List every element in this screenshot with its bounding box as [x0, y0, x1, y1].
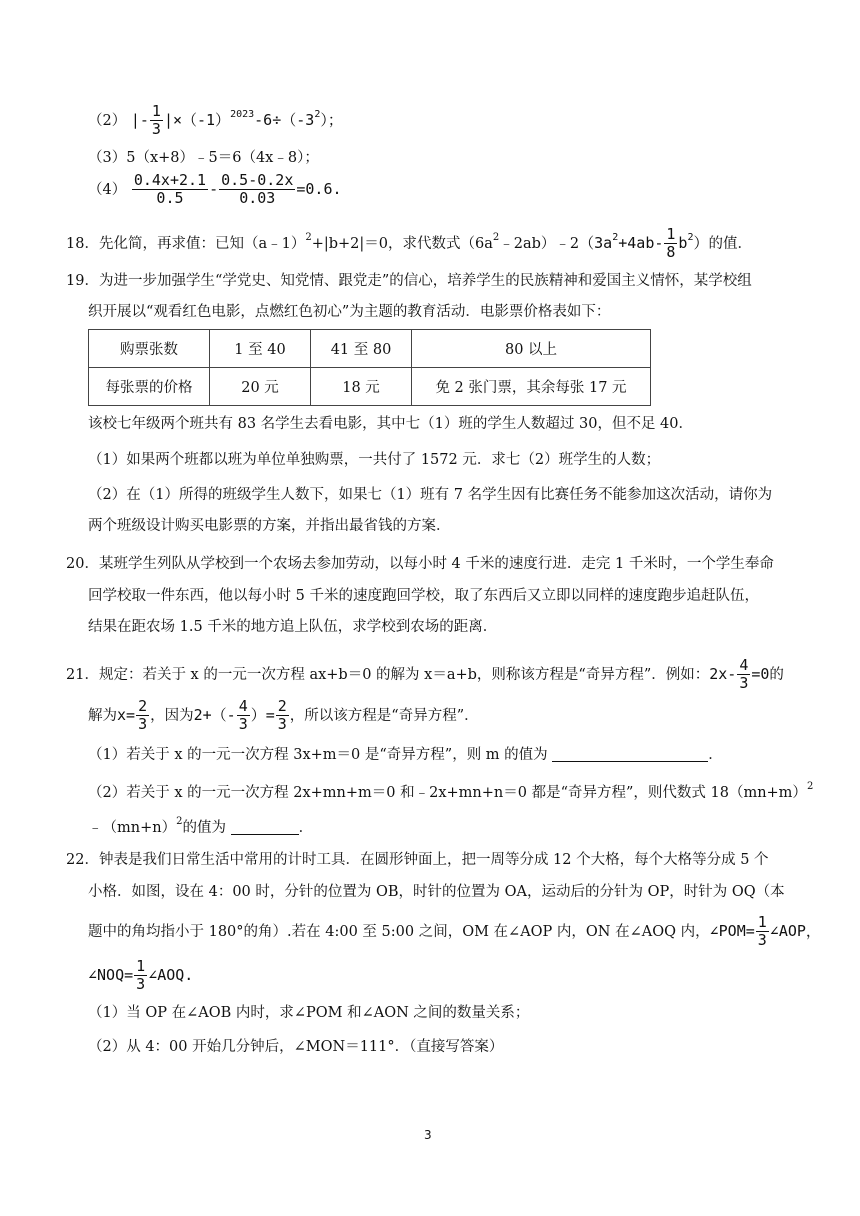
table-cell: 免 2 张门票，其余每张 17 元 [412, 368, 651, 406]
question-22-line-1: 22．钟表是我们日常生活中常用的计时工具．在圆形钟面上，把一周等分成 12 个大格，每个大格等分成 5 个 [66, 852, 769, 868]
table-cell: 41 至 80 [311, 330, 412, 368]
question-21-part2-a: （2）若关于 x 的一元一次方程 2x+mn+m＝0 和﹣2x+mn+n＝0 都是“奇异方程”，则代数式 $18(mn+m)^2$ [88, 781, 814, 801]
question-18: 18．先化简，再求值：已知（a﹣1）$^2$+|b+2|＝0，求代数式$(6a^2﹣2ab)﹣2(3a^2+4ab-$ $\frac{1}{8}$ $b^2$）的值． [66, 225, 752, 261]
question-21-part2-b: $﹣(mn+n)^2$的值为 ． [88, 816, 314, 836]
q17-part3: （3）5（x+8）﹣5＝6（4x﹣8）； [88, 150, 319, 166]
question-19-part1: （1）如果两个班都以班为单位单独购票，一共付了 1572 元．求七（2）班学生的人数； [88, 452, 661, 468]
question-19-intro-1: 19．为进一步加强学生“学党史、知党情、跟党走”的信心，培养学生的民族精神和爱国主义情怀，某学校组 [66, 273, 752, 289]
fraction: $\frac{1}{3}$ [151, 102, 161, 138]
table-cell: 1 至 40 [210, 330, 311, 368]
ticket-price-table [88, 329, 651, 406]
table-row [89, 368, 651, 406]
question-21-line-2: 解为x= $\frac{2}{3}$ ，因为2+（- $\frac{4}{3}$ ）= $\frac{2}{3}$ ，所以该方程是“奇异方程”． [88, 697, 479, 733]
question-19-intro-2: 织开展以“观看红色电影，点燃红色初心”为主题的教育活动．电影票价格表如下： [88, 304, 611, 320]
q17-part4: （4） $\frac{0.4x+2.1}{0.5}$ - $\frac{0.5-0.2x}{0.03}$ =0.6. [88, 171, 342, 207]
table-cell: 80 以上 [412, 330, 651, 368]
question-20-line-1: 20．某班学生列队从学校到一个农场去参加劳动，以每小时 4 千米的速度行进．走完 1 千米时，一个学生奉命 [66, 556, 774, 572]
table-row [89, 330, 651, 368]
question-22-part1: （1）当 OP 在∠AOB 内时，求∠POM 和∠AON 之间的数量关系； [88, 1005, 530, 1021]
fraction: $\frac{4}{3}$ [238, 697, 248, 733]
fraction: $\frac{0.5-0.2x}{0.03}$ [221, 171, 294, 207]
question-20-line-2: 回学校取一件东西，他以每小时 5 千米的速度跑回学校，取了东西后又立即以同样的速度跑步追赶队伍， [88, 588, 759, 604]
question-21-part1: （1）若关于 x 的一元一次方程 3x+m＝0 是“奇异方程”，则 m 的值为 ． [88, 747, 723, 763]
question-22-line-3: 题中的角均指小于 180°的角）.若在 4:00 至 5:00 之间，OM 在∠AOP 内，ON 在∠AOQ 内，∠POM= $\frac{1}{3}$ ∠AOP， [88, 913, 821, 949]
fraction: $\frac{4}{3}$ [739, 656, 749, 692]
question-19-part2-a: （2）在（1）所得的班级学生人数下，如果七（1）班有 7 名学生因有比赛任务不能参加这次活动，请你为 [88, 487, 773, 503]
question-22-line-4: ∠NOQ= $\frac{1}{3}$ ∠AOQ. [88, 957, 194, 993]
question-22-part2: （2）从 4：00 开始几分钟后，∠MON＝111°．（直接写答案） [88, 1039, 504, 1055]
question-20-line-3: 结果在距农场 1.5 千米的地方追上队伍，求学校到农场的距离． [88, 619, 498, 635]
fraction: $\frac{0.4x+2.1}{0.5}$ [133, 171, 207, 207]
question-19-part2-b: 两个班级设计购买电影票的方案，并指出最省钱的方案． [88, 518, 451, 534]
fraction: $\frac{1}{3}$ [757, 913, 767, 949]
question-22-line-2: 小格．如图，设在 4：00 时，分针的位置为 OB，时针的位置为 OA，运动后的分针为 OP，时针为 OQ（本 [88, 884, 785, 900]
table-cell: 20 元 [210, 368, 311, 406]
answer-blank[interactable] [231, 820, 299, 835]
page-number: 3 [424, 1128, 432, 1142]
table-cell: 购票张数 [89, 330, 210, 368]
fraction: $\frac{2}{3}$ [138, 697, 148, 733]
fraction: $\frac{1}{3}$ [136, 957, 146, 993]
answer-blank[interactable] [552, 747, 708, 762]
fraction: $\frac{2}{3}$ [277, 697, 287, 733]
question-19-condition: 该校七年级两个班共有 83 名学生去看电影，其中七（1）班的学生人数超过 30，但不足 40． [88, 416, 694, 432]
table-cell: 18 元 [311, 368, 412, 406]
q17-part2: （2） |- $\frac{1}{3}$ $|\times(-1)^{2023}-6\div(-3^2)$； [88, 102, 343, 138]
question-21-line-1: 21．规定：若关于 x 的一元一次方程 ax+b＝0 的解为 x＝a+b，则称该方程是“奇异方程”．例如：2x- $\frac{4}{3}$ =0的 [66, 656, 784, 692]
fraction: $\frac{1}{8}$ [666, 225, 676, 261]
table-cell: 每张票的价格 [89, 368, 210, 406]
